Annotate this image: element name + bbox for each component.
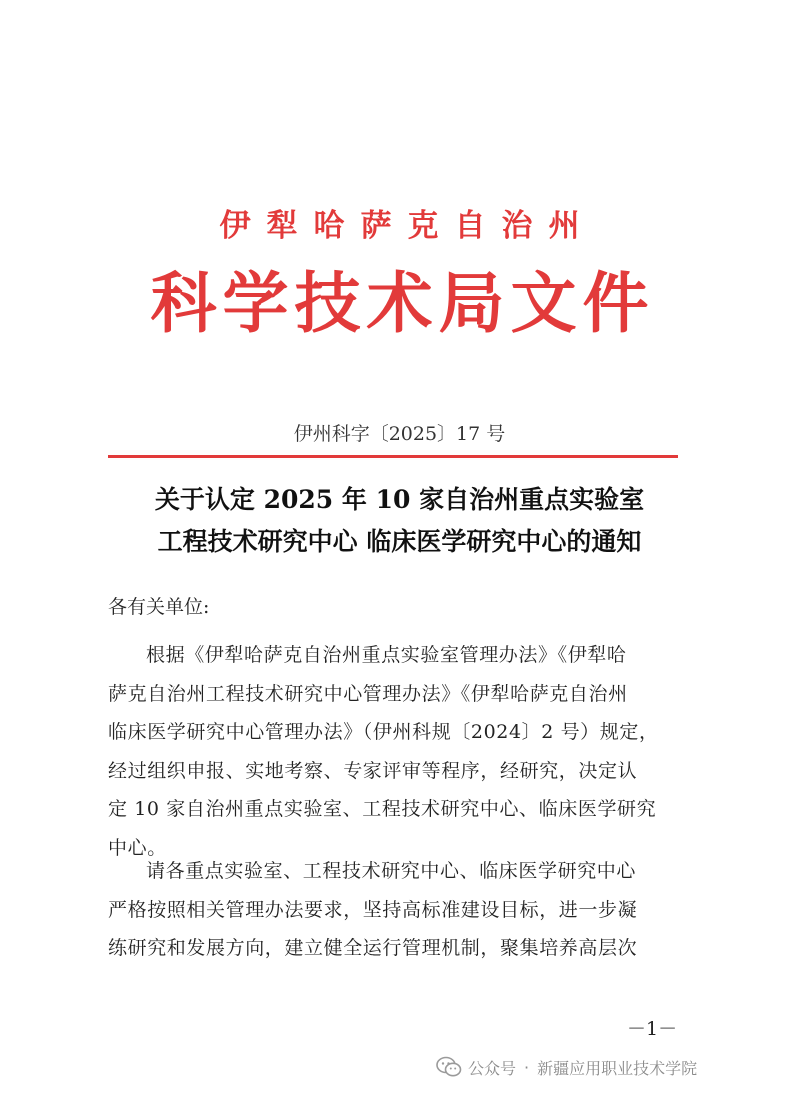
wechat-account-watermark bbox=[436, 1052, 697, 1082]
wechat-icon bbox=[436, 1056, 462, 1078]
paragraph-line: 练研究和发展方向，建立健全运行管理机制，聚集培养高层次 bbox=[108, 937, 638, 959]
watermark-account-name: 新疆应用职业技术学院 bbox=[537, 1058, 698, 1078]
paragraph-line: 根据《伊犁哈萨克自治州重点实验室管理办法》《伊犁哈 bbox=[146, 644, 627, 666]
watermark-separator: · bbox=[524, 1057, 530, 1077]
issuer-name: 伊犁哈萨克自治州 bbox=[219, 208, 596, 244]
document-number: 伊州科字〔2025〕17 号 bbox=[293, 423, 506, 445]
paragraph-line: 萨克自治州工程技术研究中心管理办法》《伊犁哈萨克自治州 bbox=[108, 682, 628, 705]
paragraph-line: 定 10 家自治州重点实验室、工程技术研究中心、临床医学研究 bbox=[108, 798, 657, 820]
body-paragraph-1 bbox=[108, 636, 680, 867]
red-divider-line bbox=[108, 455, 678, 458]
document-title-line-1: 关于认定 2025 年 10 家自治州重点实验室 bbox=[154, 485, 645, 514]
salutation: 各有关单位: bbox=[108, 596, 210, 618]
document-type-heading: 科学技术局文件 bbox=[150, 265, 655, 342]
paragraph-line: 严格按照相关管理办法要求，坚持高标准建设目标，进一步凝 bbox=[108, 898, 638, 921]
watermark-label: 公众号 bbox=[468, 1058, 517, 1078]
document-title-line-2: 工程技术研究中心 临床医学研究中心的通知 bbox=[157, 527, 642, 556]
paragraph-line: 中心。 bbox=[108, 836, 167, 859]
paragraph-line: 经过组织申报、实地考察、专家评审等程序，经研究，决定认 bbox=[108, 759, 638, 782]
paragraph-line: 请各重点实验室、工程技术研究中心、临床医学研究中心 bbox=[146, 860, 637, 882]
page-number: －1－ bbox=[627, 1018, 678, 1040]
body-paragraph-2 bbox=[108, 852, 680, 968]
paragraph-line: 临床医学研究中心管理办法》（伊州科规〔2024〕2 号）规定， bbox=[108, 721, 659, 743]
